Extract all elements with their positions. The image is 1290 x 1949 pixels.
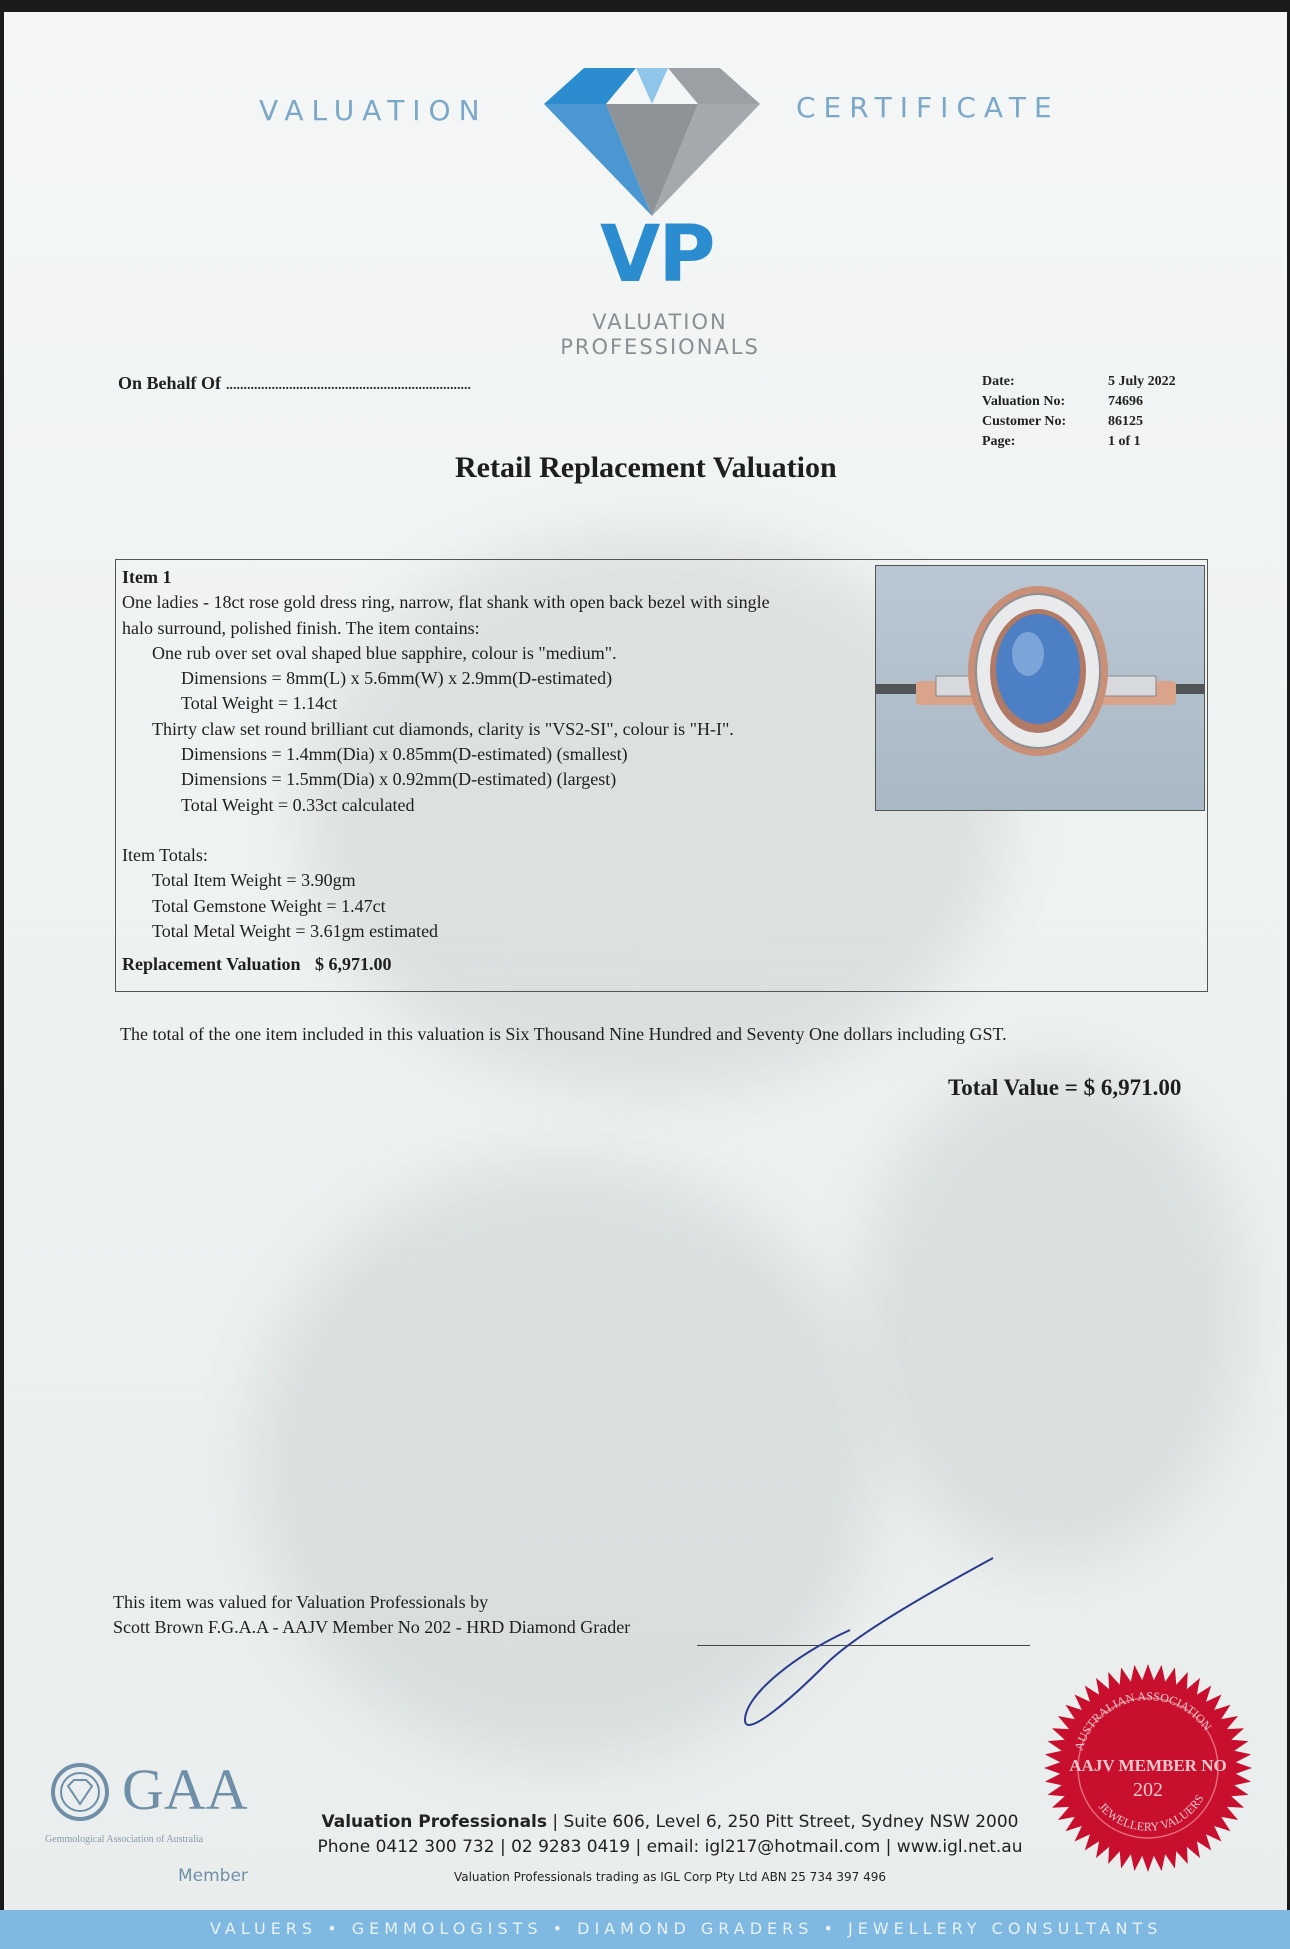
gaa-member: Member xyxy=(178,1866,248,1886)
date-label: Date: xyxy=(982,374,1015,389)
header-right-word: CERTIFICATE xyxy=(796,91,1060,124)
item-details xyxy=(122,565,882,977)
logo-line-2: PROFESSIONALS xyxy=(560,335,760,359)
stone-1: One rub over set oval shaped blue sapphire, colour is "medium". xyxy=(152,642,617,663)
gaa-name: GAA xyxy=(122,1757,248,1822)
stone-2-dimensions-largest: Dimensions = 1.5mm(Dia) x 0.92mm(D-estimated) (largest) xyxy=(181,769,617,790)
on-behalf-label: On Behalf Of xyxy=(118,373,222,393)
total-item-weight: Total Item Weight = 3.90gm xyxy=(152,870,356,891)
footer-contact: Phone 0412 300 732 | 02 9283 0419 | email: igl217@hotmail.com | www.igl.net.au xyxy=(317,1837,1023,1857)
signature xyxy=(735,1555,1005,1730)
date-value: 5 July 2022 xyxy=(1108,374,1176,389)
logo-initials: VP xyxy=(600,210,714,300)
valuer-line-1: This item was valued for Valuation Professionals by xyxy=(113,1592,489,1612)
total-value: Total Value = $ 6,971.00 xyxy=(948,1075,1182,1100)
stone-2-dimensions-smallest: Dimensions = 1.4mm(Dia) x 0.85mm(D-estimated) (smallest) xyxy=(181,744,628,765)
footer-company: Valuation Professionals xyxy=(321,1812,547,1832)
stone-1-dimensions: Dimensions = 8mm(L) x 5.6mm(W) x 2.9mm(D-estimated) xyxy=(181,668,613,689)
replacement-valuation xyxy=(122,952,882,977)
on-behalf-field xyxy=(118,373,471,394)
customer-no-value: 86125 xyxy=(1108,414,1143,429)
footer-bar xyxy=(0,1910,1290,1949)
header-left-word: VALUATION xyxy=(259,94,488,127)
page-label: Page: xyxy=(982,434,1016,449)
customer-no-label: Customer No: xyxy=(982,414,1067,429)
page-value: 1 of 1 xyxy=(1108,434,1141,449)
ring-photo xyxy=(875,565,1205,811)
footer-bar-text: VALUERS • GEMMOLOGISTS • DIAMOND GRADERS • JEWELLERY CONSULTANTS xyxy=(210,1919,1163,1938)
valuer-line-2: Scott Brown F.G.A.A - AAJV Member No 202 - HRD Diamond Grader xyxy=(113,1617,631,1637)
item-heading: Item 1 xyxy=(122,567,172,587)
summary-text: The total of the one item included in this valuation is Six Thousand Nine Hundred and Seventy One dollars including GST. xyxy=(120,1024,1007,1044)
valuation-no-value: 74696 xyxy=(1108,394,1143,409)
stone-1-weight: Total Weight = 1.14ct xyxy=(181,693,338,714)
valuer-statement xyxy=(113,1590,630,1640)
footer-address: | Suite 606, Level 6, 250 Pitt Street, Sydney NSW 2000 xyxy=(546,1812,1019,1832)
item-totals-heading: Item Totals: xyxy=(122,844,208,865)
diamond-logo-icon xyxy=(540,66,764,218)
gaa-subtitle: Gemmological Association of Australia xyxy=(45,1834,204,1845)
seal-number: 202 xyxy=(1133,1779,1163,1801)
on-behalf-dots: ...................................................................... xyxy=(225,373,471,393)
seal-arc-top: AUSTRALIAN ASSOCIATION xyxy=(1071,1688,1215,1753)
replacement-value: $ 6,971.00 xyxy=(315,954,392,975)
ring-image xyxy=(876,566,1205,811)
gaa-emblem-icon xyxy=(50,1762,110,1822)
seal-text: AAJV MEMBER NO xyxy=(1069,1756,1227,1775)
footer-trading: Valuation Professionals trading as IGL Corp Pty Ltd ABN 25 734 397 496 xyxy=(453,1870,887,1884)
total-gemstone-weight: Total Gemstone Weight = 1.47ct xyxy=(152,895,386,916)
seal-arc-bottom: JEWELLERY VALUERS xyxy=(1095,1792,1207,1834)
document-title: Retail Replacement Valuation xyxy=(455,451,837,484)
total-metal-weight: Total Metal Weight = 3.61gm estimated xyxy=(152,920,439,941)
meta-block xyxy=(982,374,1176,454)
logo-line-1: VALUATION xyxy=(592,310,728,334)
footer-company-line xyxy=(270,1812,1070,1832)
aajv-seal xyxy=(1040,1660,1256,1876)
replacement-label: Replacement Valuation xyxy=(122,954,301,975)
shadow-overlay xyxy=(864,1062,1244,1562)
valuation-no-label: Valuation No: xyxy=(982,394,1066,409)
stone-2: Thirty claw set round brilliant cut diamonds, clarity is "VS2-SI", colour is "H-I". xyxy=(152,718,734,739)
item-desc-line-2: halo surround, polished finish. The item contains: xyxy=(122,617,480,638)
item-desc-line-1: One ladies - 18ct rose gold dress ring, narrow, flat shank with open back bezel with single xyxy=(122,592,770,613)
stone-2-weight: Total Weight = 0.33ct calculated xyxy=(181,794,415,815)
